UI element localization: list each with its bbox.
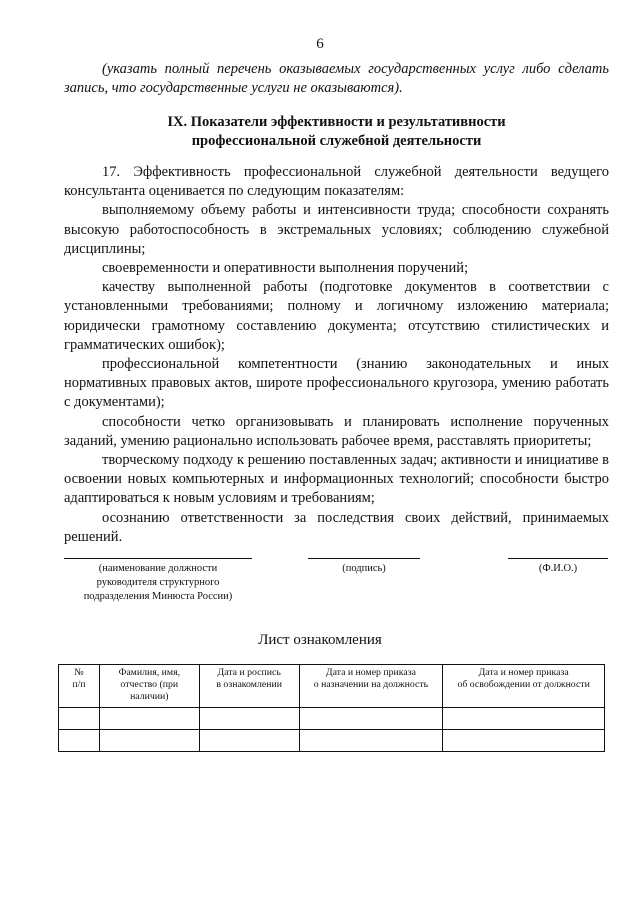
table-cell [299, 730, 443, 752]
services-note: (указать полный перечень оказываемых государственных услуг либо сделать запись, что государственные услуги не оказываются). [64, 61, 609, 96]
table-row [59, 708, 605, 730]
table-cell [199, 730, 299, 752]
signature-sign-block [308, 558, 420, 576]
paragraph-timeliness: своевременности и оперативности выполнения поручений; [102, 260, 469, 277]
paragraph-intro: 17. Эффективность профессиональной служебной деятельности ведущего консультанта оценивается по следующим показателям: [64, 164, 609, 200]
table-cell [99, 708, 199, 730]
table-cell [299, 708, 443, 730]
table-header-row [59, 665, 605, 708]
signature-position-caption-1: (наименование должности [98, 563, 218, 574]
paragraph-workload: выполняемому объему работы и интенсивности труда; способности сохранять высокую работоспособность в экстремальных условиях; соблюдению служебной дисциплины; [64, 202, 609, 257]
paragraph-competence: профессиональной компетентности (знанию законодательных и иных нормативных правовых актов, широте профессионального кругозора, умению работать с документами); [64, 356, 609, 411]
signature-position-block [64, 558, 252, 604]
section-title [64, 113, 609, 151]
section-title-line-1: IX. Показатели эффективности и результативности [167, 114, 506, 130]
table-cell [443, 708, 605, 730]
table-cell [199, 708, 299, 730]
acknowledgement-title: Лист ознакомления [258, 632, 382, 648]
paragraph-creativity: творческому подходу к решению поставленных задач; активности и инициативе в освоении новых компьютерных и информационных технологий; способности быстро адаптироваться к новым условиям и требованиям; [64, 452, 609, 507]
signature-position-caption-3: подразделения Минюста России) [83, 591, 233, 602]
table-row [59, 730, 605, 752]
signature-sign-line [308, 558, 420, 559]
table-cell [443, 730, 605, 752]
section-title-line-2: профессиональной служебной деятельности [191, 133, 482, 149]
paragraph-quality: качеству выполненной работы (подготовке документов в соответствии с установленными требованиями; полному и логичному изложению материала; юридически грамотному составлению документа; отсутствию стилистических и грамматических ошибок); [64, 279, 609, 353]
header-full-name: Фамилия, имя, отчество (при наличии) [99, 665, 199, 708]
header-appointment-order: Дата и номер приказа о назначении на должность [299, 665, 443, 708]
paragraph-responsibility: осознанию ответственности за последствия своих действий, принимаемых решений. [64, 509, 609, 545]
paragraph-organization: способности четко организовывать и планировать исполнение порученных заданий, умению рационально использовать рабочее время, расставлять приоритеты; [64, 413, 609, 449]
header-dismissal-order: Дата и номер приказа об освобождении от должности [443, 665, 605, 708]
header-date-signature: Дата и роспись в ознакомлении [199, 665, 299, 708]
signature-fio-caption: (Ф.И.О.) [538, 563, 578, 574]
signature-sign-caption: (подпись) [342, 563, 386, 574]
table-cell [59, 708, 100, 730]
header-number: № п/п [59, 665, 100, 708]
criteria-body [64, 163, 609, 547]
signature-position-caption-2: руководителя структурного [96, 577, 220, 588]
acknowledgement-table [58, 664, 605, 752]
signature-fio-line [508, 558, 608, 559]
table-cell [59, 730, 100, 752]
signature-fio-block [508, 558, 608, 576]
signature-position-line [64, 558, 252, 559]
page-number: 6 [316, 36, 324, 52]
table-cell [99, 730, 199, 752]
